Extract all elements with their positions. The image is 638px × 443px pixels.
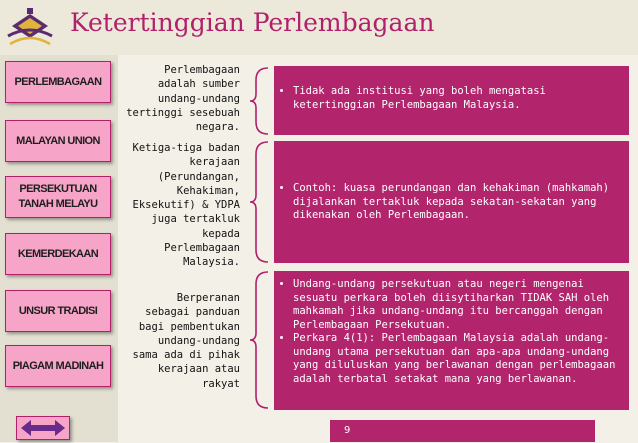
- section-2-box: [274, 141, 629, 263]
- bullet-item: • Undang-undang persekutuan atau negeri mengenai sesuatu perkara boleh diisytiharkan TIDAK SAH oleh mahkamah jika undang-undang itu bercanggah dengan Perlembagaan Persekutuan.: [293, 278, 621, 332]
- bullet-item: • Contoh: kuasa perundangan dan kehakiman (mahkamah) dijalankan tertakluk kepada sekatan-sekatan yang dikenakan oleh Perlembagaan.: [293, 182, 621, 223]
- navigation-arrow-button[interactable]: [16, 416, 70, 440]
- section-2-description: Ketiga-tiga badan kerajaan (Perundangan, Kehakiman, Eksekutif) & YDPA juga tertakluk kepada Perlembagaan Malaysia.: [132, 142, 240, 269]
- bullet-item: • Tidak ada institusi yang boleh mengatasi ketertinggian Perlembagaan Malaysia.: [293, 85, 621, 112]
- sidebar-item-perlembagaan[interactable]: PERLEMBAGAAN: [5, 61, 111, 103]
- section-2-brace: [248, 140, 270, 264]
- section-1-box: [274, 66, 629, 135]
- section-3-brace: [248, 270, 270, 410]
- university-crest-logo: [4, 6, 56, 52]
- section-1-brace: [248, 66, 270, 136]
- page-title: Ketertinggian Perlembagaan: [70, 8, 435, 37]
- page-number: 9: [330, 420, 595, 442]
- bullet-item: • Perkara 4(1): Perlembagaan Malaysia adalah undang-undang utama persekutuan dan apa-apa undang-undang yang diluluskan yang berlawanan dengan perlembagaan adalah terbatal setakat mana yang berlawanan.: [293, 332, 621, 386]
- section-1-description: Perlembagaan adalah sumber undang-undang tertinggi sesebuah negara.: [126, 64, 240, 134]
- sidebar-item-unsur-tradisi[interactable]: UNSUR TRADISI: [5, 290, 111, 332]
- sidebar-item-piagam-madinah[interactable]: PIAGAM MADINAH: [5, 345, 111, 387]
- sidebar-item-kemerdekaan[interactable]: KEMERDEKAAN: [5, 233, 111, 275]
- section-3-box: [274, 271, 629, 410]
- sidebar-item-persekutuan-tanah-melayu[interactable]: PERSEKUTUAN TANAH MELAYU: [5, 176, 111, 218]
- left-right-arrow-icon: [17, 417, 69, 439]
- sidebar-item-malayan-union[interactable]: MALAYAN UNION: [5, 120, 111, 162]
- section-3-description: Berperanan sebagai panduan bagi pembentukan undang-undang sama ada di pihak kerajaan atau rakyat: [132, 292, 240, 390]
